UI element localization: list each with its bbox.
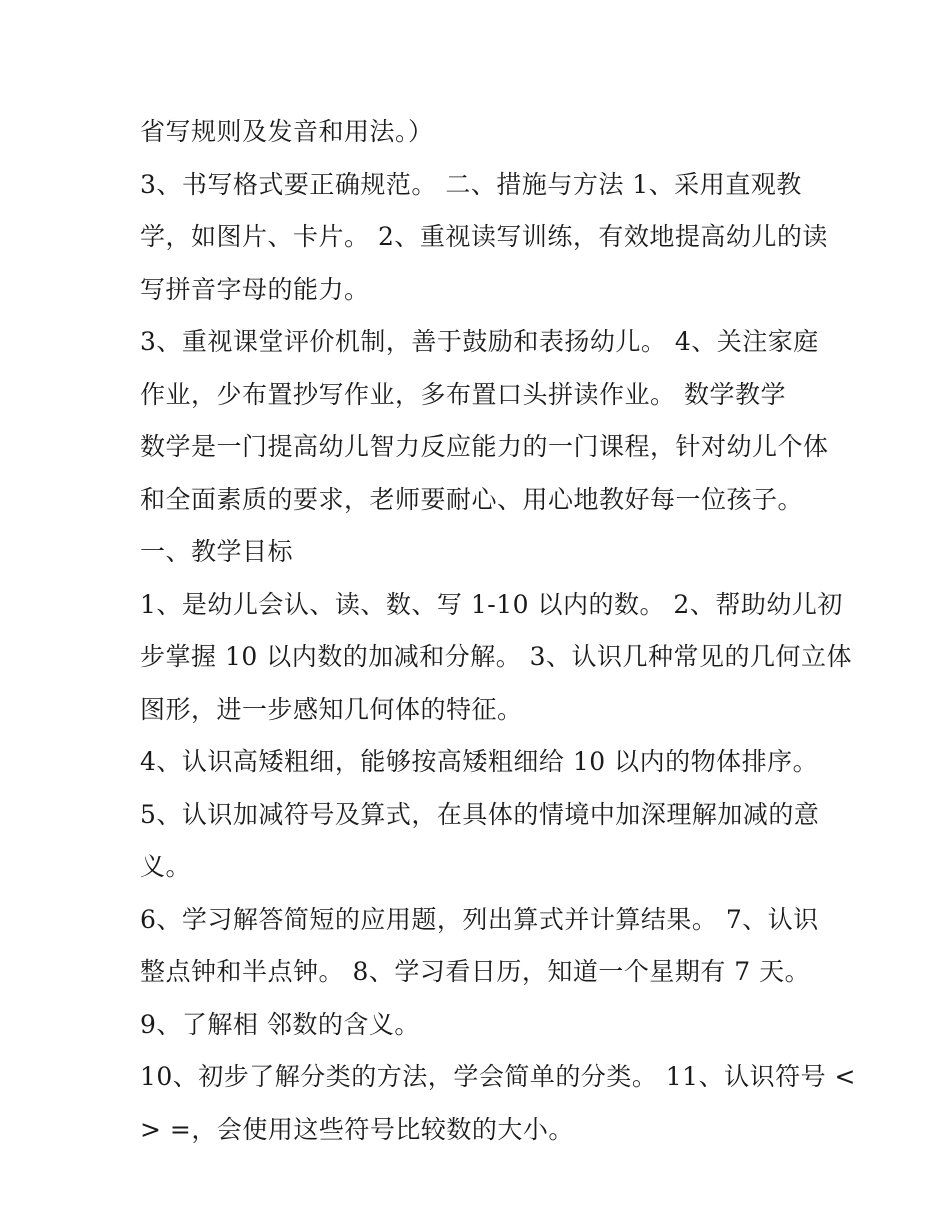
text-line: 数学是一门提高幼儿智力反应能力的一门课程，针对幼儿个体 bbox=[140, 432, 829, 461]
text-line: 1、是幼儿会认、读、数、写 1-10 以内的数。 2、帮助幼儿初 bbox=[140, 589, 843, 619]
text-line: 义。 bbox=[140, 852, 192, 881]
text-line: 10、初步了解分类的方法，学会简单的分类。 11、认识符号 < bbox=[140, 1062, 856, 1091]
section-heading: 一、教学目标 bbox=[140, 537, 294, 566]
text-line: > =，会使用这些符号比较数的大小。 bbox=[140, 1114, 574, 1144]
text-line: 省写规则及发音和用法。） bbox=[140, 117, 434, 146]
text-line: 6、学习解答简短的应用题，列出算式并计算结果。 7、认识 bbox=[140, 904, 819, 934]
text-line: 写拼音字母的能力。 bbox=[140, 274, 370, 304]
text-line: 学，如图片、卡片。 2、重视读写训练，有效地提高幼儿的读 bbox=[140, 222, 828, 251]
text-line: 整点钟和半点钟。 8、学习看日历，知道一个星期有 7 天。 bbox=[140, 957, 811, 986]
text-line: 5、认识加减符号及算式，在具体的情境中加深理解加减的意 bbox=[140, 799, 820, 829]
text-line: 3、重视课堂评价机制，善于鼓励和表扬幼儿。 4、关注家庭 bbox=[140, 327, 819, 356]
text-line: 9、了解相 邻数的含义。 bbox=[140, 1009, 420, 1039]
text-line: 3、书写格式要正确规范。 二、措施与方法 1、采用直观教 bbox=[140, 169, 802, 199]
document-body bbox=[140, 106, 856, 1156]
text-line: 步掌握 10 以内数的加减和分解。 3、认识几种常见的几何立体 bbox=[140, 642, 853, 671]
text-line: 4、认识高矮粗细，能够按高矮粗细给 10 以内的物体排序。 bbox=[140, 747, 819, 776]
text-line: 和全面素质的要求，老师要耐心、用心地教好每一位孩子。 bbox=[140, 484, 804, 514]
text-line: 图形，进一步感知几何体的特征。 bbox=[140, 694, 523, 724]
text-line: 作业，少布置抄写作业，多布置口头拼读作业。 数学教学 bbox=[140, 379, 786, 409]
